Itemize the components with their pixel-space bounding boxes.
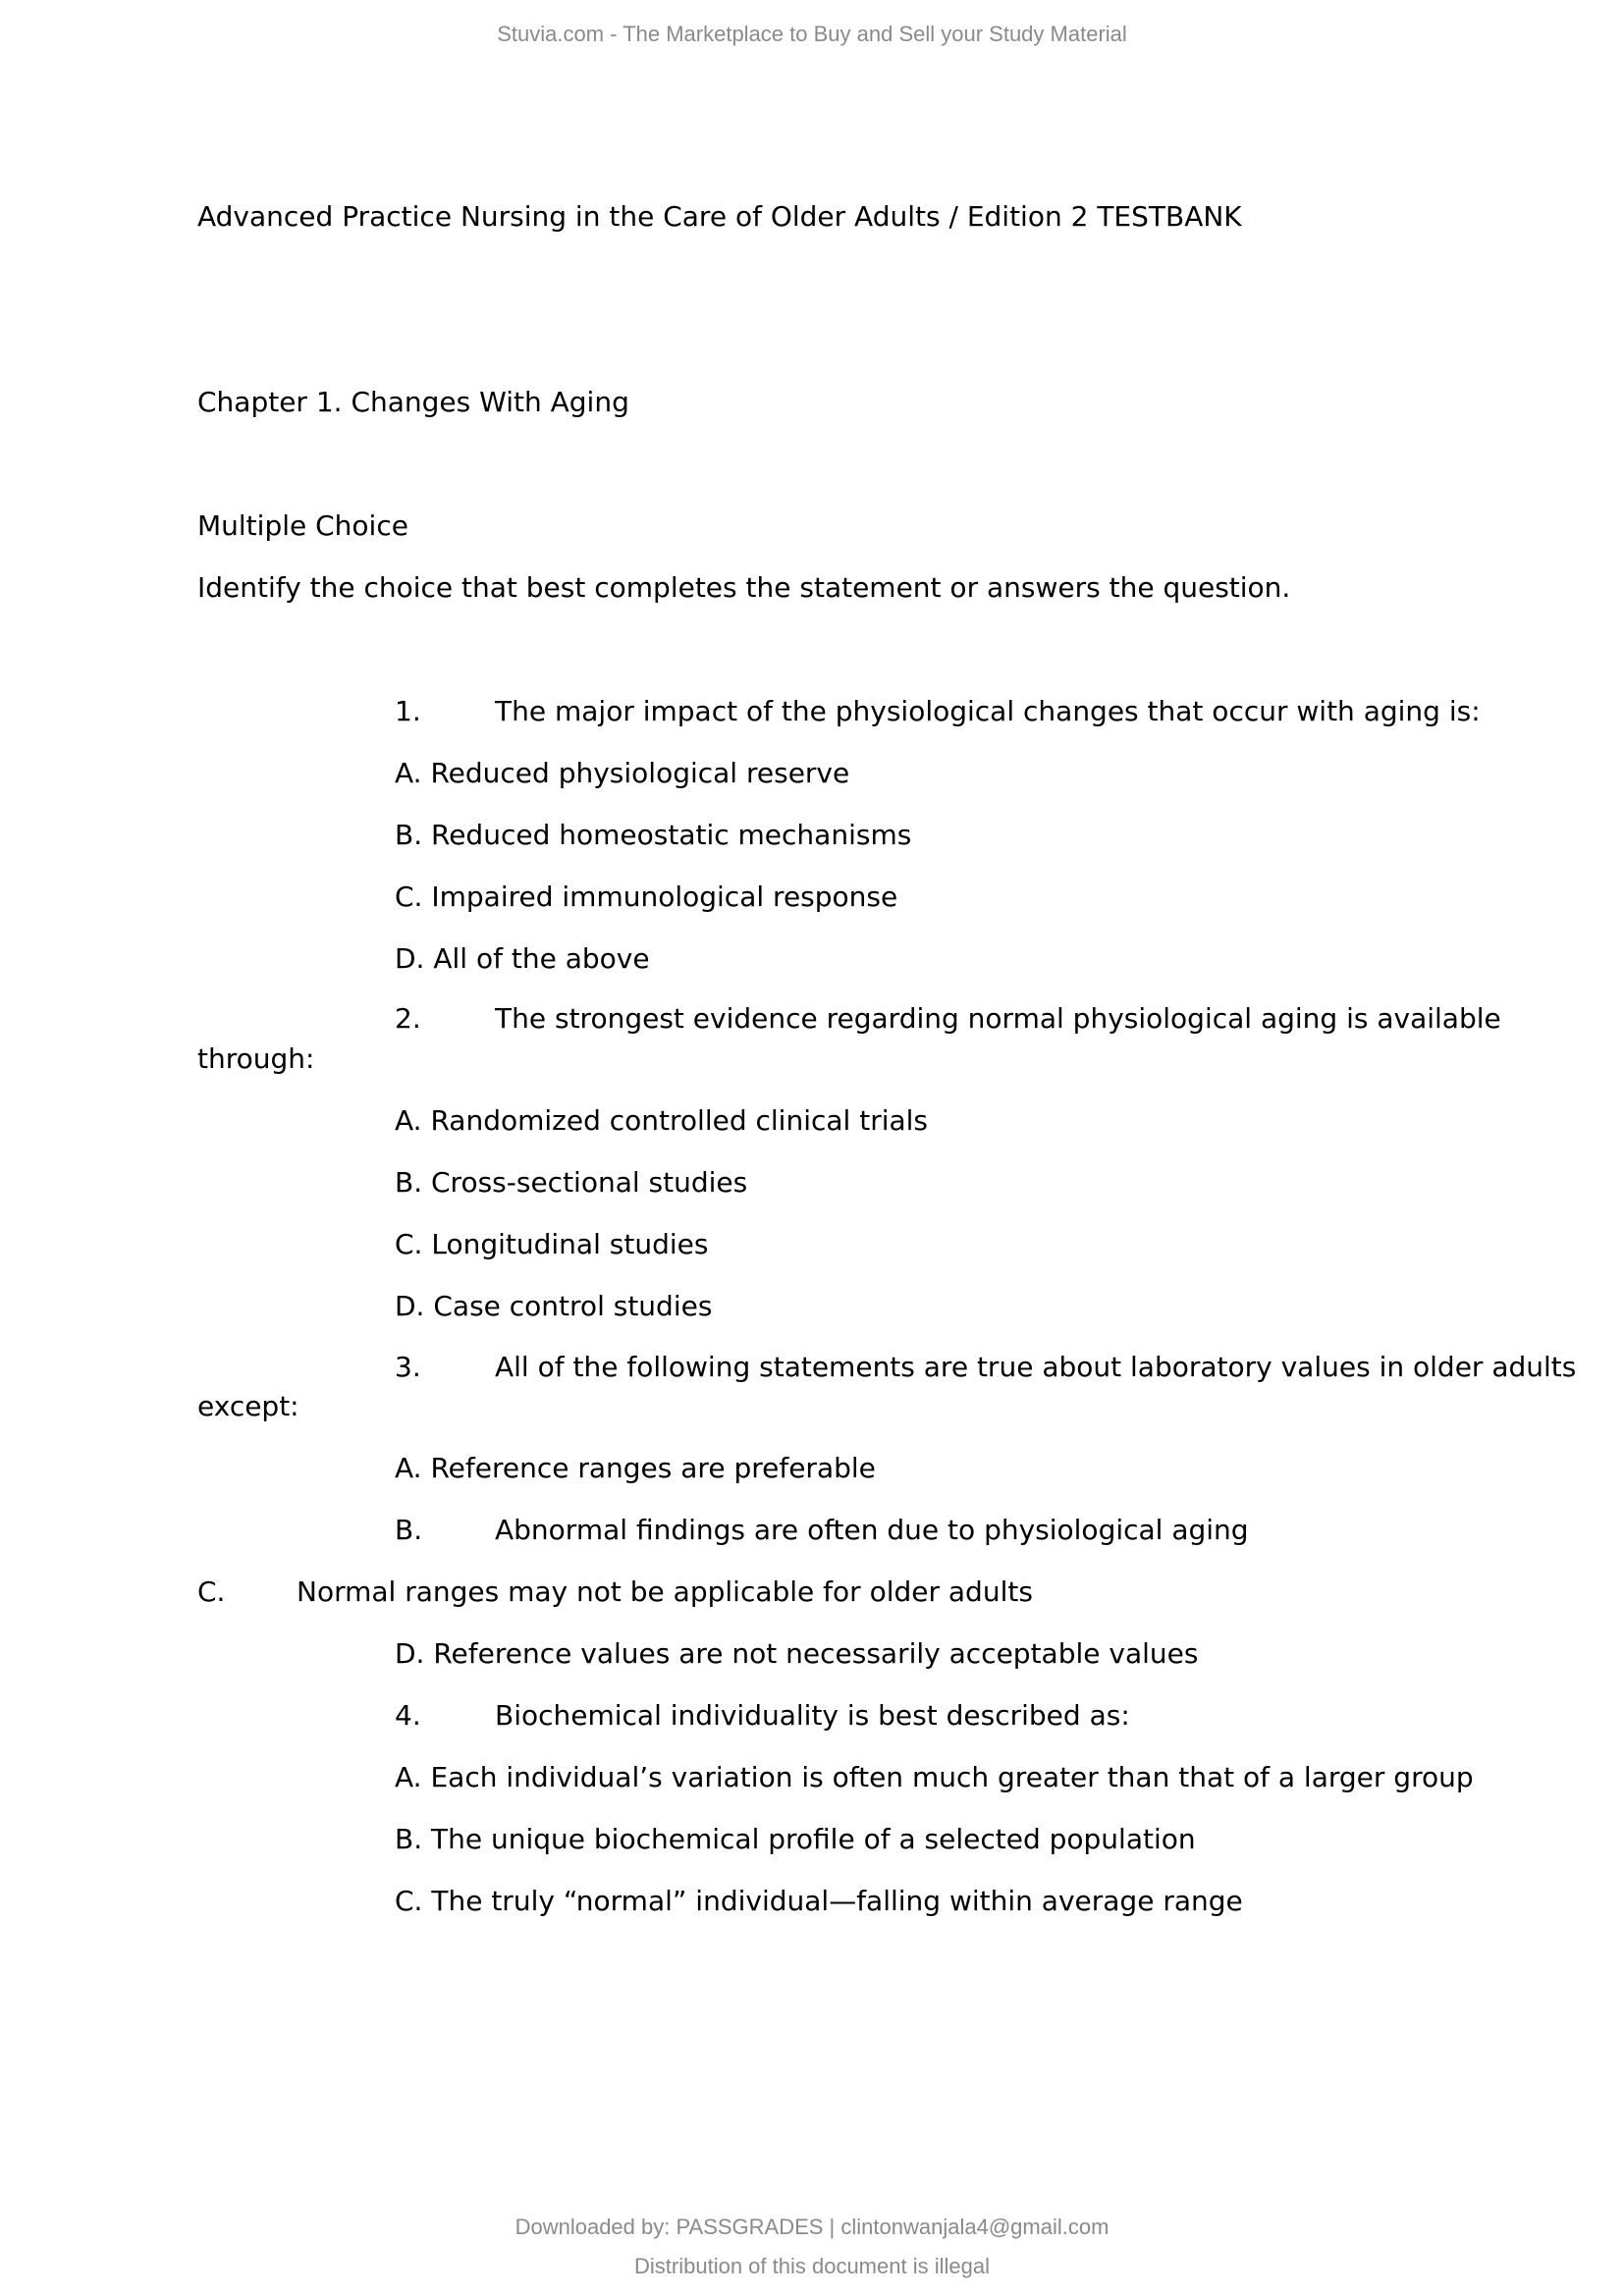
question-3-text: All of the following statements are true about laboratory values in older adults [495,1351,1577,1383]
question-2-number: 2. [395,1002,421,1035]
question-1-option-d: D. All of the above [395,942,650,975]
question-2-option-a: A. Randomized controlled clinical trials [395,1104,929,1137]
question-4-option-b: B. The unique biochemical profile of a selected population [395,1823,1196,1855]
question-3-continuation: except: [197,1390,299,1422]
question-2-option-c: C. Longitudinal studies [395,1228,709,1260]
question-1-number: 1. [395,695,421,727]
site-header-banner: Stuvia.com - The Marketplace to Buy and Sell your Study Material [497,22,1127,46]
document-title: Advanced Practice Nursing in the Care of Older Adults / Edition 2 TESTBANK [197,200,1242,233]
question-3-option-b-text: Abnormal findings are often due to physiological aging [495,1514,1249,1546]
download-notice: Downloaded by: PASSGRADES | clintonwanjala4@gmail.com [514,2215,1110,2239]
question-3-option-c-letter: C. [197,1575,226,1608]
question-3-option-b-letter: B. [395,1514,423,1546]
question-4-option-c: C. The truly “normal” individual—falling within average range [395,1885,1243,1917]
question-2-continuation: through: [197,1042,315,1075]
question-3-number: 3. [395,1351,421,1383]
question-1-text: The major impact of the physiological changes that occur with aging is: [495,695,1481,727]
question-2-option-b: B. Cross-sectional studies [395,1166,748,1199]
question-3-option-c-text: Normal ranges may not be applicable for older adults [297,1575,1033,1608]
question-4-option-a: A. Each individual’s variation is often much greater than that of a larger group [395,1761,1474,1793]
question-1-option-c: C. Impaired immunological response [395,881,898,913]
question-1-option-a: A. Reduced physiological reserve [395,757,850,789]
section-heading: Multiple Choice [197,509,408,542]
question-4-text: Biochemical individuality is best described as: [495,1699,1130,1732]
chapter-heading: Chapter 1. Changes With Aging [197,386,629,418]
distribution-notice: Distribution of this document is illegal [634,2254,990,2278]
question-3-option-d: D. Reference values are not necessarily acceptable values [395,1637,1199,1670]
question-2-text: The strongest evidence regarding normal physiological aging is available [495,1002,1501,1035]
question-2-option-d: D. Case control studies [395,1290,713,1322]
question-3-option-a: A. Reference ranges are preferable [395,1452,876,1484]
question-1-option-b: B. Reduced homeostatic mechanisms [395,819,912,851]
question-4-number: 4. [395,1699,421,1732]
instructions-text: Identify the choice that best completes the statement or answers the question. [197,571,1291,604]
